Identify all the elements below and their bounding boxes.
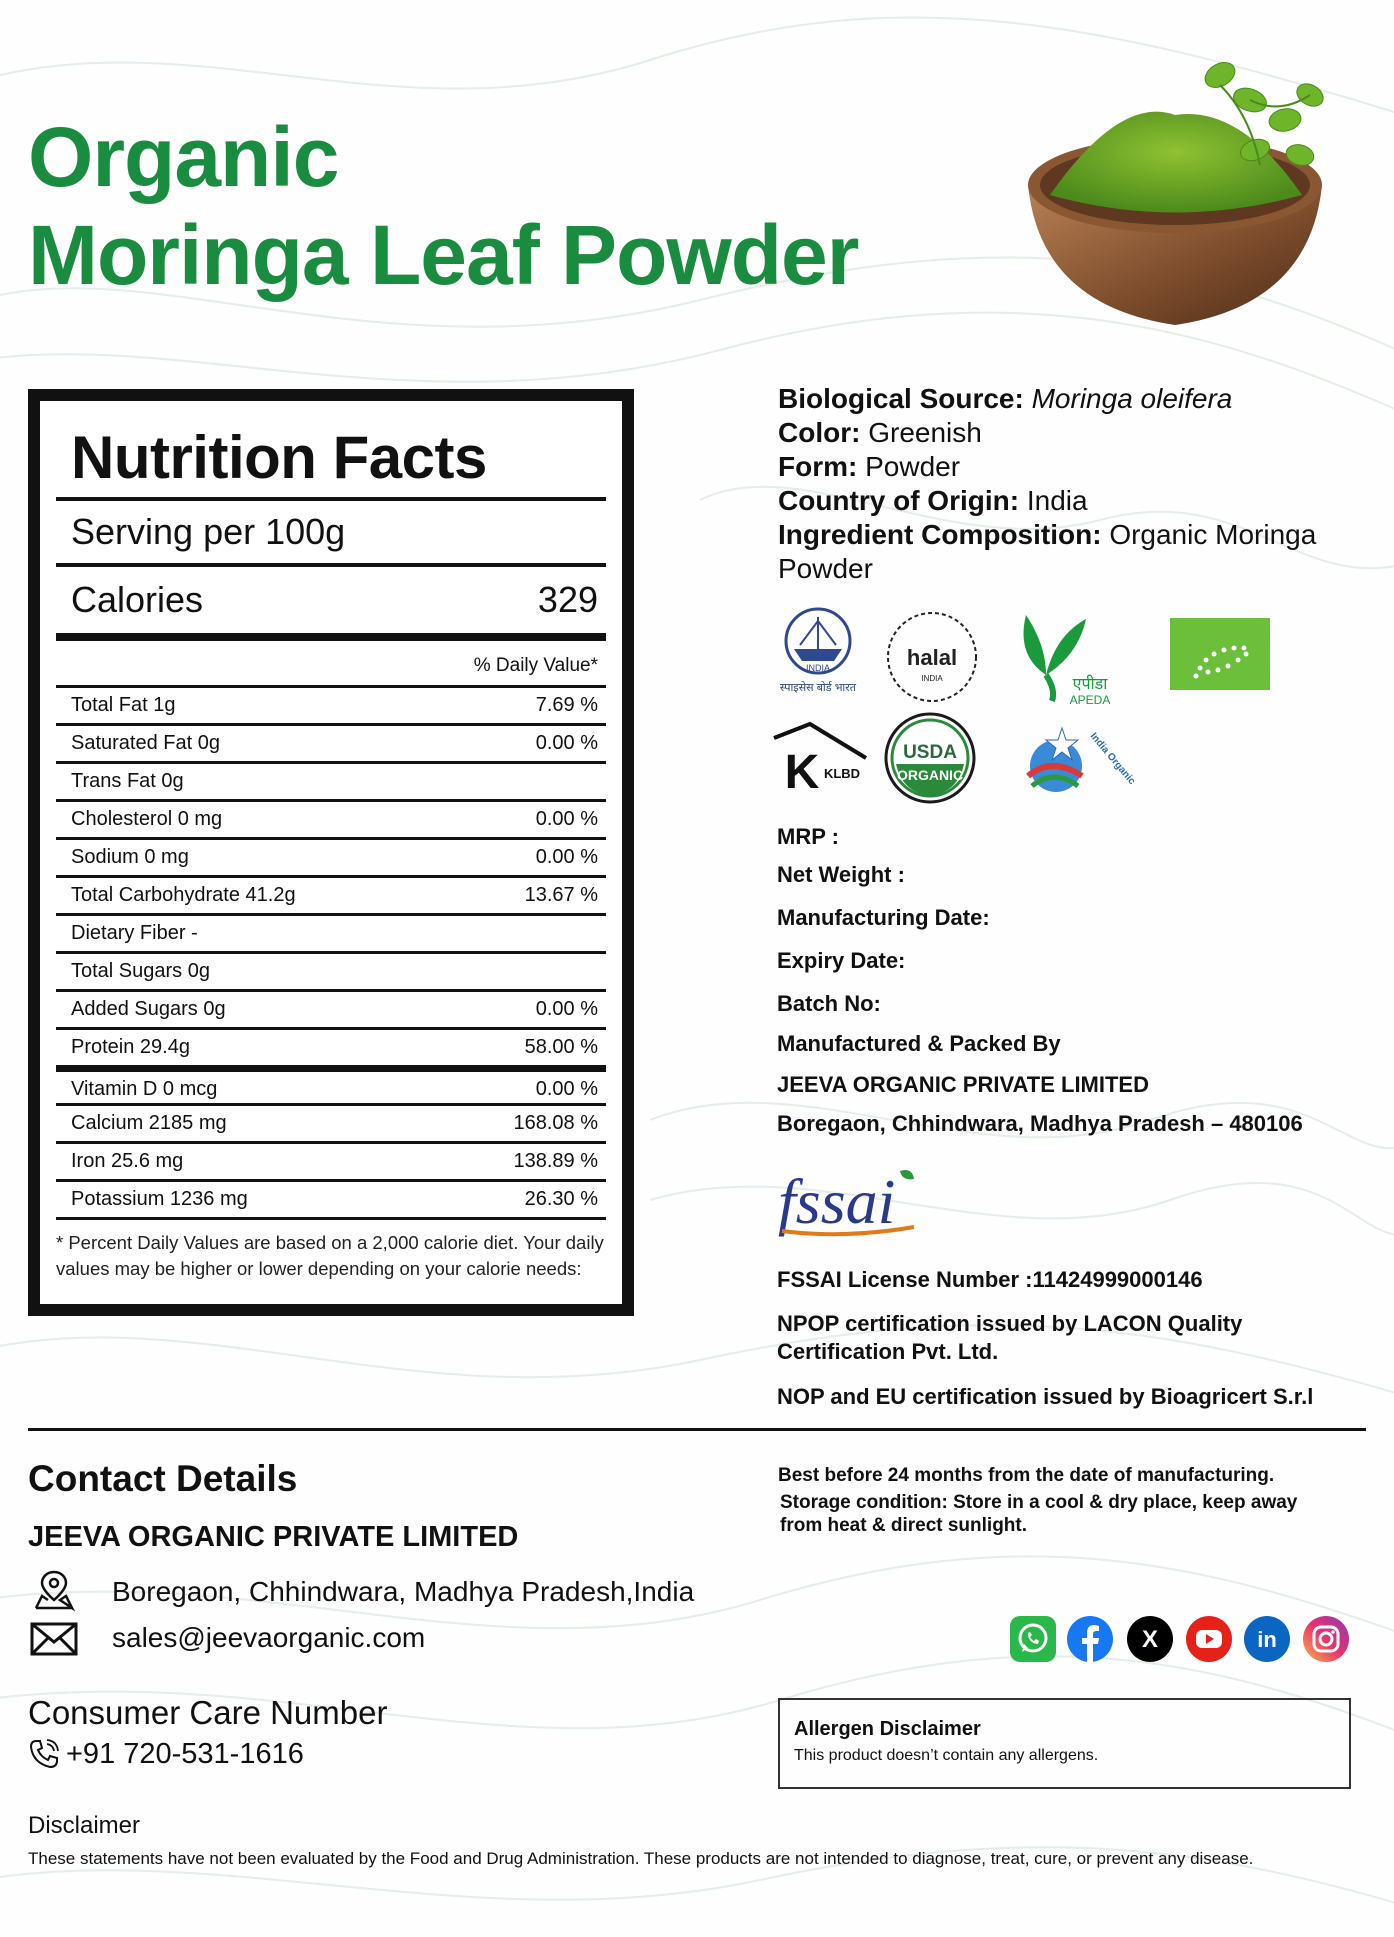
nutrition-facts-title: Nutrition Facts bbox=[71, 424, 487, 491]
svg-text:halal: halal bbox=[906, 645, 958, 670]
nutrient-row: Total Sugars 0g bbox=[56, 951, 606, 989]
net-weight-field: Net Weight : bbox=[777, 862, 905, 887]
nutrient-row: Calcium 2185 mg 168.08 % bbox=[56, 1103, 606, 1141]
nutrient-row: Potassium 1236 mg 26.30 % bbox=[56, 1179, 606, 1217]
svg-text:in: in bbox=[1257, 1627, 1277, 1652]
india-organic-logo bbox=[1012, 706, 1138, 810]
origin-info: Country of Origin: India bbox=[778, 485, 1088, 516]
packed-by-label: Manufactured & Packed By bbox=[777, 1031, 1061, 1056]
calories-label: Calories bbox=[71, 579, 204, 620]
apeda-logo bbox=[1006, 605, 1110, 709]
linkedin-icon[interactable] bbox=[1244, 1616, 1290, 1662]
form-info: Form: Powder bbox=[778, 451, 961, 482]
youtube-icon[interactable] bbox=[1186, 1616, 1232, 1662]
nutrient-row: Trans Fat 0g bbox=[56, 761, 606, 799]
nutrient-row: Added Sugars 0g 0.00 % bbox=[56, 989, 606, 1027]
svg-text:X: X bbox=[1141, 1626, 1159, 1653]
storage-info bbox=[778, 1464, 1338, 1537]
svg-text:fssai: fssai bbox=[778, 1166, 896, 1237]
contact-email[interactable]: sales@jeevaorganic.com bbox=[112, 1622, 426, 1653]
consumer-care-phone[interactable]: +91 720-531-1616 bbox=[66, 1738, 304, 1770]
daily-value-footnote: * Percent Daily Values are based on a 2,000 calorie diet. Your daily values may be higher or lower depending on your calorie needs: bbox=[56, 1217, 606, 1282]
svg-text:India Organic: India Organic bbox=[1087, 730, 1138, 787]
svg-text:INDIA: INDIA bbox=[921, 674, 943, 683]
consumer-care-heading: Consumer Care Number bbox=[28, 1694, 388, 1731]
manufacturer-name: JEEVA ORGANIC PRIVATE LIMITED bbox=[777, 1072, 1149, 1097]
nutrient-row: Total Fat 1g 7.69 % bbox=[56, 685, 606, 723]
fssai-logo bbox=[774, 1165, 924, 1243]
mrp-field: MRP : bbox=[777, 824, 839, 849]
nutrient-rows bbox=[56, 685, 606, 1217]
location-map-icon bbox=[32, 1568, 76, 1612]
calories-value: 329 bbox=[537, 579, 598, 620]
product-title-line2: Moringa Leaf Powder bbox=[28, 208, 859, 302]
svg-text:KLBD: KLBD bbox=[823, 766, 861, 781]
eu-organic-logo bbox=[1170, 618, 1270, 690]
svg-text:एपीडा: एपीडा bbox=[1072, 676, 1108, 693]
usda-organic-logo bbox=[878, 706, 982, 810]
nutrient-row: Dietary Fiber - bbox=[56, 913, 606, 951]
biological-source: Biological Source: Moringa oleifera bbox=[778, 383, 1233, 414]
svg-text:स्पाइसेस बोर्ड भारत: स्पाइसेस बोर्ड भारत bbox=[779, 682, 857, 694]
svg-text:USDA: USDA bbox=[903, 742, 957, 763]
nop-eu-certification: NOP and EU certification issued by Bioagricert S.r.l bbox=[777, 1384, 1314, 1409]
serving-size: Serving per 100g bbox=[71, 511, 346, 552]
nutrient-row: Iron 25.6 mg 138.89 % bbox=[56, 1141, 606, 1179]
product-title bbox=[28, 108, 858, 304]
svg-text:ORGANIC: ORGANIC bbox=[896, 767, 964, 783]
contact-company-name: JEEVA ORGANIC PRIVATE LIMITED bbox=[28, 1521, 519, 1553]
instagram-icon[interactable] bbox=[1303, 1616, 1349, 1662]
batch-no-field: Batch No: bbox=[777, 991, 881, 1016]
x-twitter-icon[interactable] bbox=[1127, 1616, 1173, 1662]
phone-icon bbox=[28, 1738, 60, 1770]
halal-india-logo bbox=[880, 605, 984, 709]
disclaimer-text: These statements have not been evaluated by the Food and Drug Administration. These products are not intended to diagnose, treat, cure, or prevent any disease. bbox=[28, 1849, 1254, 1868]
nutrient-row: Total Carbohydrate 41.2g 13.67 % bbox=[56, 875, 606, 913]
storage-condition-text: Storage condition: Store in a cool & dry place, keep away from heat & direct sunlight. bbox=[780, 1492, 1298, 1536]
ingredient-info: Ingredient Composition: Organic Moringa Powder bbox=[778, 519, 1317, 584]
disclaimer-heading: Disclaimer bbox=[28, 1812, 141, 1839]
contact-address: Boregaon, Chhindwara, Madhya Pradesh,India bbox=[112, 1576, 695, 1607]
svg-text:INDIA: INDIA bbox=[805, 663, 831, 673]
nutrient-row: Saturated Fat 0g 0.00 % bbox=[56, 723, 606, 761]
svg-text:APEDA: APEDA bbox=[1069, 693, 1111, 707]
nutrient-row: Vitamin D 0 mcg 0.00 % bbox=[56, 1065, 606, 1103]
daily-value-header: % Daily Value* bbox=[473, 655, 598, 676]
product-info bbox=[778, 382, 1378, 586]
facebook-icon[interactable] bbox=[1067, 1616, 1113, 1662]
allergen-text: This product doesn’t contain any allergens. bbox=[794, 1747, 1099, 1764]
mail-icon bbox=[30, 1622, 78, 1656]
npop-certification: NPOP certification issued by LACON Quality Certification Pvt. Ltd. bbox=[777, 1311, 1243, 1364]
moringa-bowl-image bbox=[1010, 55, 1340, 335]
allergen-heading: Allergen Disclaimer bbox=[794, 1718, 981, 1740]
spices-board-logo bbox=[778, 605, 882, 709]
color-info: Color: Greenish bbox=[778, 417, 982, 448]
klbd-kosher-logo bbox=[770, 718, 874, 822]
nutrient-row: Cholesterol 0 mg 0.00 % bbox=[56, 799, 606, 837]
svg-text:K: K bbox=[784, 746, 820, 799]
section-divider bbox=[28, 1428, 1366, 1431]
best-before-text: Best before 24 months from the date of manufacturing. bbox=[778, 1465, 1275, 1486]
fssai-license-number: FSSAI License Number :11424999000146 bbox=[777, 1267, 1203, 1292]
allergen-disclaimer-box bbox=[778, 1698, 1351, 1789]
whatsapp-icon[interactable] bbox=[1010, 1616, 1056, 1662]
nutrition-facts-panel bbox=[28, 389, 634, 1316]
calories-row bbox=[56, 567, 606, 633]
expiry-date-field: Expiry Date: bbox=[777, 948, 906, 973]
nutrient-row: Protein 29.4g 58.00 % bbox=[56, 1027, 606, 1065]
contact-details-heading: Contact Details bbox=[28, 1458, 298, 1499]
manufacturer-address: Boregaon, Chhindwara, Madhya Pradesh – 480106 bbox=[777, 1111, 1303, 1136]
product-title-line1: Organic bbox=[28, 110, 339, 204]
nutrient-row: Sodium 0 mg 0.00 % bbox=[56, 837, 606, 875]
mfg-date-field: Manufacturing Date: bbox=[777, 905, 990, 930]
